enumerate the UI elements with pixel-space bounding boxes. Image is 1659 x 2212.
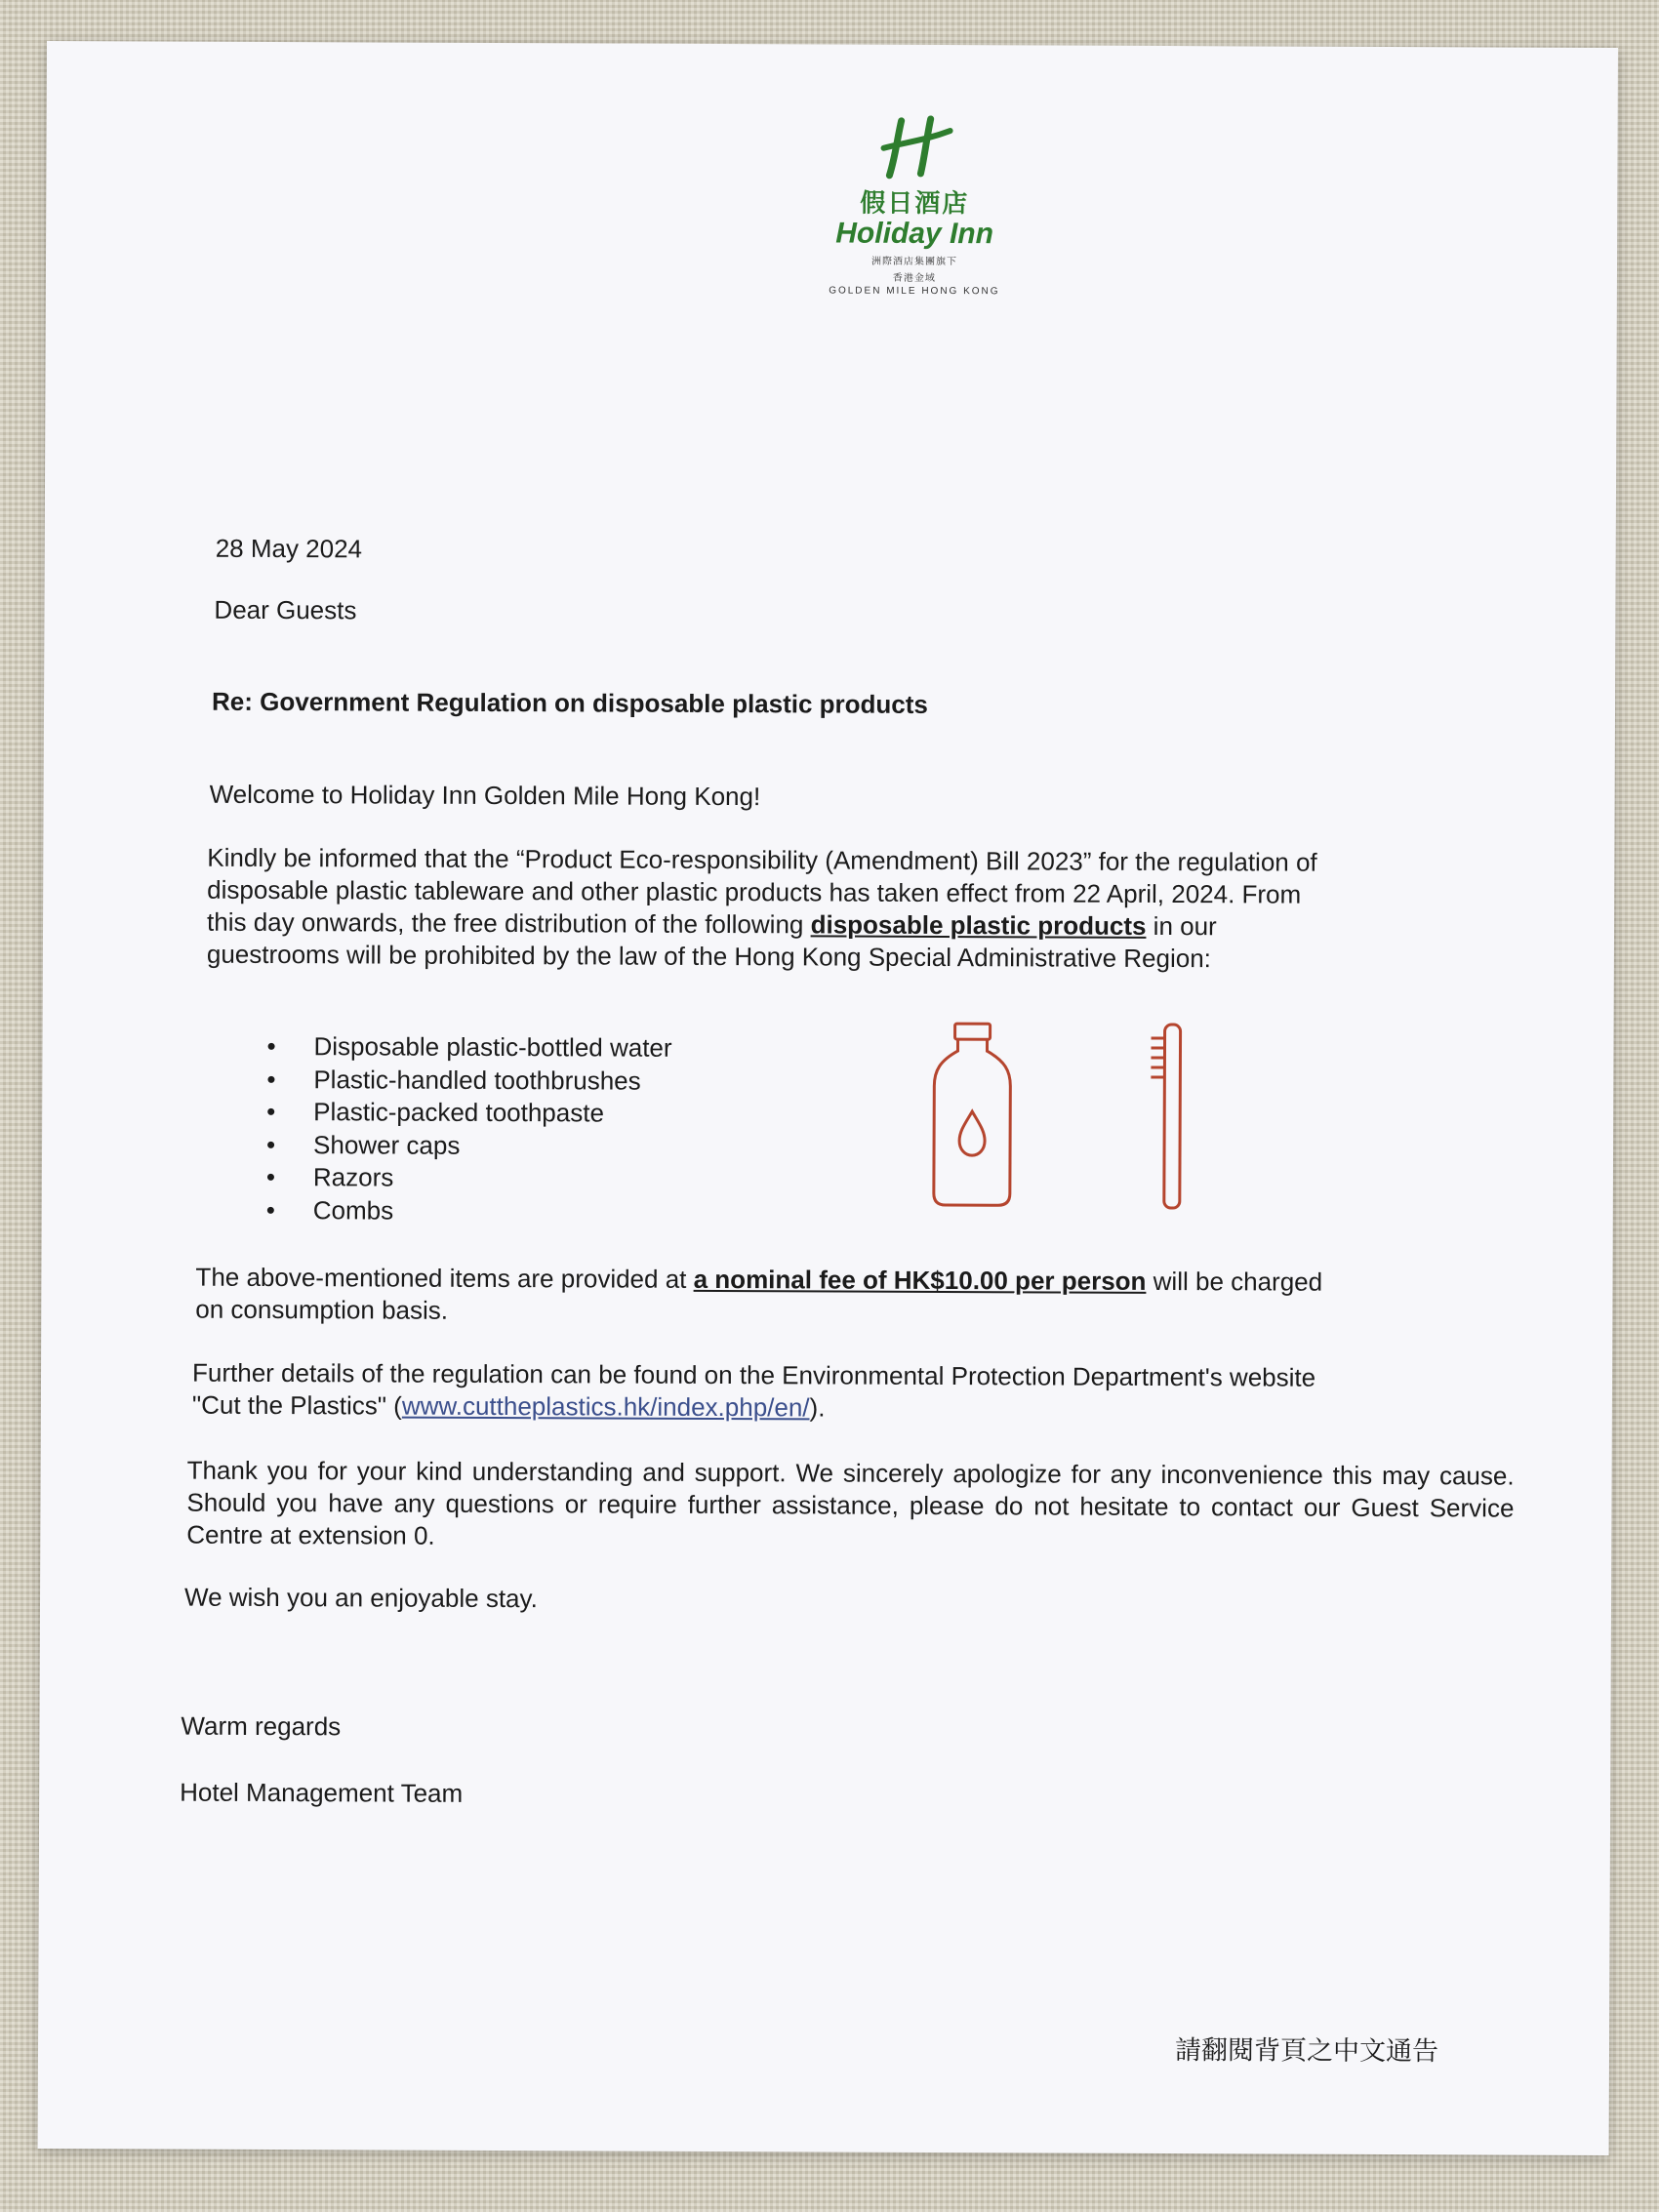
nominal-fee-emphasis: a nominal fee of HK$10.00 per person xyxy=(693,1264,1147,1296)
letter-date: 28 May 2024 xyxy=(215,533,363,564)
para1-line3-start: this day onwards, the free distribution of the following xyxy=(206,906,811,940)
plastic-items-illustration xyxy=(910,1016,1204,1217)
holiday-inn-h-icon xyxy=(875,113,953,181)
bottle-icon xyxy=(934,1024,1011,1205)
logo-brand-name: Holiday Inn xyxy=(835,217,994,251)
para2-line1 xyxy=(195,1262,1322,1299)
cut-the-plastics-link[interactable]: www.cuttheplastics.hk/index.php/en/ xyxy=(401,1390,810,1423)
logo-group-line: 洲際酒店集團旗下 xyxy=(870,256,958,268)
para3-line2-start: "Cut the Plastics" ( xyxy=(191,1389,402,1421)
para3-line1: Further details of the regulation can be found on the Environmental Protection Department's website xyxy=(191,1357,1316,1392)
thank-you-paragraph: Thank you for your kind understanding and support. We sincerely apologize for any inconvenience this may cause. Should you have any questions or require further assistance, please do not hesitate to contact our Guest Service Centre at extension 0. xyxy=(186,1455,1515,1550)
prohibited-items-list xyxy=(266,1030,672,1228)
para1-line3 xyxy=(207,906,1217,944)
para1-line3-end: in our xyxy=(1146,910,1217,942)
para1-line1: Kindly be informed that the “Product Eco-responsibility (Amendment) Bill 2023” for the regulation of xyxy=(207,842,1317,877)
para2-end: will be charged xyxy=(1146,1266,1323,1297)
toothbrush-icon xyxy=(1151,1025,1181,1208)
disposable-products-emphasis: disposable plastic products xyxy=(810,909,1147,941)
logo-location-cn: 香港金域 xyxy=(892,272,936,284)
list-item: • Plastic-packed toothpaste xyxy=(266,1096,671,1130)
list-item: • Plastic-handled toothbrushes xyxy=(266,1064,671,1098)
para2-line2: on consumption basis. xyxy=(195,1294,449,1325)
logo-location-en: GOLDEN MILE HONG KONG xyxy=(829,285,1000,298)
logo-chinese-name: 假日酒店 xyxy=(860,188,970,220)
para2-start: The above-mentioned items are provided at xyxy=(195,1262,694,1294)
list-item: • Disposable plastic-bottled water xyxy=(266,1030,671,1065)
subject-line: Re: Government Regulation on disposable plastic products xyxy=(211,686,928,719)
salutation: Dear Guests xyxy=(214,594,357,625)
closing-wish: We wish you an enjoyable stay. xyxy=(183,1582,538,1614)
list-item: • Shower caps xyxy=(266,1129,671,1163)
letter-page xyxy=(38,41,1618,2155)
para3-line2-end: ). xyxy=(809,1392,826,1423)
para1-line2: disposable plastic tableware and other plastic products has taken effect from 22 April, 2024. From xyxy=(207,874,1302,909)
para3-line2 xyxy=(192,1389,826,1425)
signoff: Warm regards xyxy=(181,1710,342,1742)
hotel-logo xyxy=(768,112,1062,297)
chinese-notice-note: 請翻閱背頁之中文通告 xyxy=(1174,2035,1439,2068)
welcome-line: Welcome to Holiday Inn Golden Mile Hong Kong! xyxy=(209,779,761,812)
list-item: • Combs xyxy=(266,1194,671,1228)
para1-line4: guestrooms will be prohibited by the law of the Hong Kong Special Administrative Region: xyxy=(206,939,1212,974)
signature: Hotel Management Team xyxy=(180,1777,464,1808)
list-item: • Razors xyxy=(266,1161,671,1195)
